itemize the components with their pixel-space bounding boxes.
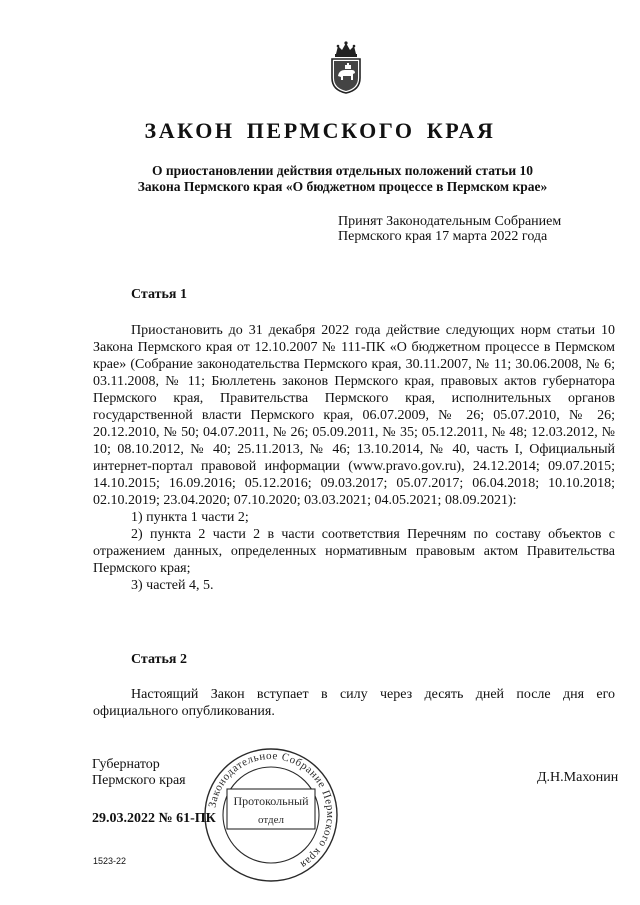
article-1-item-1: 1) пункта 1 части 2;	[131, 510, 249, 525]
article-1-item-3: 3) частей 4, 5.	[131, 578, 214, 593]
article-2-body	[93, 686, 615, 720]
signatory-name: Д.Н.Махонин	[537, 770, 619, 785]
signatory-position-line-2: Пермского края	[92, 773, 186, 788]
stamp-inner-line-2: отдел	[258, 814, 284, 826]
article-1-heading: Статья 1	[131, 287, 187, 302]
signatory-position-line-1: Губернатор	[92, 757, 160, 772]
coat-of-arms-icon	[326, 40, 366, 94]
stamp-outer-text: Законодательное Собрание Пермского края	[206, 749, 337, 871]
subtitle-line-1: О приостановлении действия отдельных положений статьи 10	[151, 163, 534, 178]
law-date-number: 29.03.2022 № 61-ПК	[92, 811, 216, 826]
article-1-body	[93, 322, 615, 594]
official-stamp	[203, 745, 339, 885]
subtitle-line-2: Закона Пермского края «О бюджетном процессе в Пермском крае»	[137, 179, 548, 194]
stamp-inner-line-1: Протокольный	[233, 794, 309, 808]
article-2-heading: Статья 2	[131, 652, 187, 667]
governor-signature-block	[92, 757, 186, 789]
document-code: 1523-22	[93, 856, 127, 866]
article-2-paragraph: Настоящий Закон вступает в силу через десять дней после дня его официального опубликования.	[93, 687, 615, 719]
article-1-item-2: 2) пункта 2 части 2 в части соответствия Перечням по составу объектов с отражением данных, определенных нормативным правовым актом Правительства Пермского края;	[93, 527, 615, 576]
adoption-line-2: Пермского края 17 марта 2022 года	[338, 229, 548, 244]
law-subtitle	[80, 163, 605, 195]
law-title: ЗАКОН ПЕРМСКОГО КРАЯ	[144, 118, 496, 143]
adoption-line-1: Принят Законодательным Собранием	[338, 214, 562, 229]
adoption-note	[338, 214, 561, 244]
article-1-paragraph: Приостановить до 31 декабря 2022 года действие следующих норм статьи 10 Закона Пермского края от 12.10.2007 № 111-ПК «О бюджетном процессе в Пермском крае» (Собрание законодательства Пермского края, 30.11.2007, № 11; 30.06.2008, № 6; 03.11.2008, № 11; Бюллетень законов Пермского края, правовых актов губернатора Пермского края, Правительства Пермского края, исполнительных органов государственной власти Пермского края, 06.07.2009, № 26; 05.07.2010, № 26; 20.12.2010, № 50; 04.07.2011, № 26; 05.09.2011, № 35; 05.12.2011, № 48; 12.03.2012, № 10; 08.10.2012, № 40; 25.11.2013, № 46; 13.10.2014, № 40, часть I, Официальный интернет-портал правовой информации (www.pravo.gov.ru), 24.12.2014; 09.07.2015; 14.10.2015; 16.09.2016; 05.12.2016; 09.03.2017; 05.07.2017; 06.04.2018; 10.10.2018; 02.10.2019; 23.04.2020; 07.10.2020; 03.03.2021; 04.05.2021; 08.09.2021):	[93, 323, 615, 508]
